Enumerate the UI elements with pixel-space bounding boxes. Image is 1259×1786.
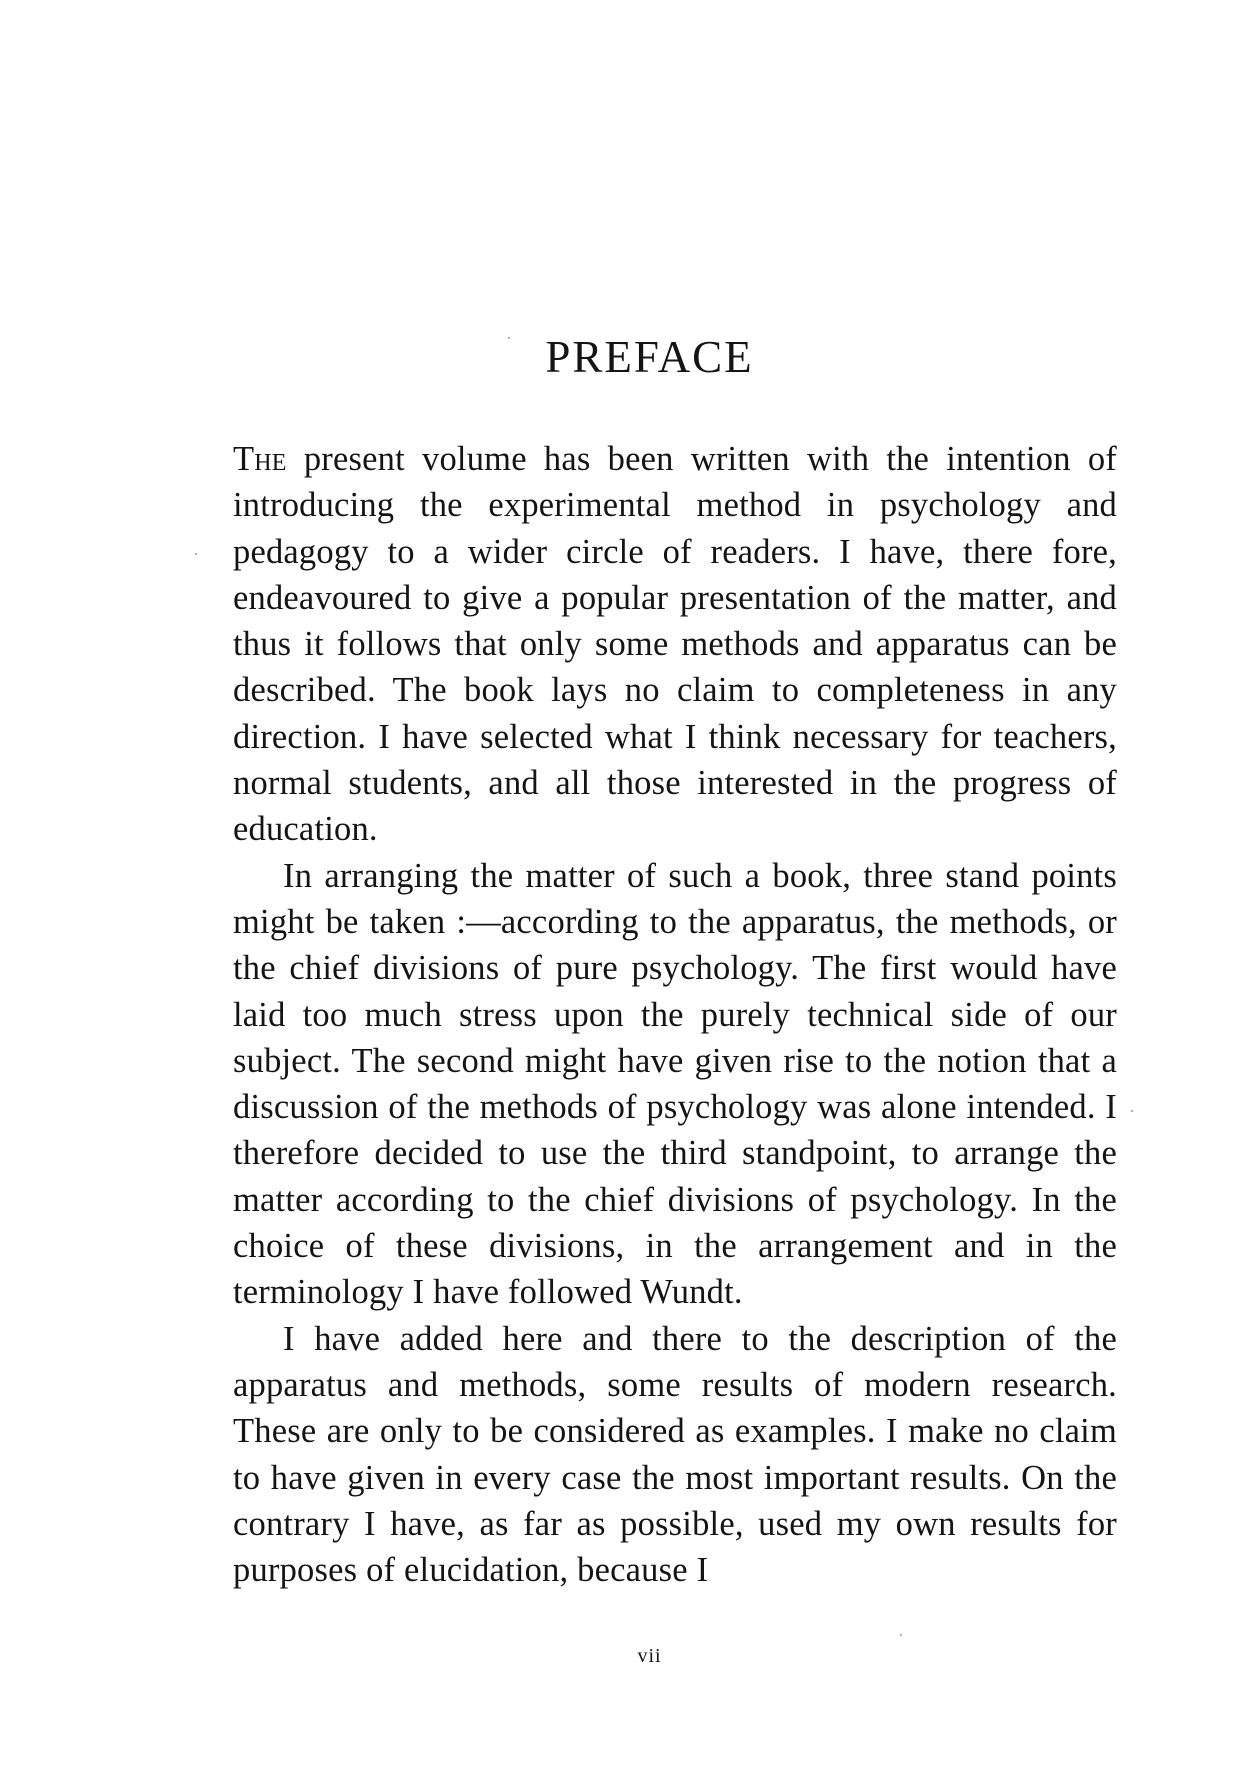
paragraph-3: I have added here and there to the description of the apparatus and methods, some results of modern research. These are only to be considered as examples. I make no claim to have given in every case the most important results. On the contrary I have, as far as possible, used my own results for purposes of elucidation, because I — [233, 1319, 1117, 1590]
scan-speck — [195, 553, 197, 555]
scan-speck — [508, 337, 510, 339]
paragraph-lead-word: The — [233, 440, 287, 478]
scan-speck — [1131, 1110, 1133, 1112]
paragraph-2: In arranging the matter of such a book, three stand points might be taken :—according to the apparatus, the methods, or the chief divisions of pure psychology. The first would have laid too much stress upon the purely technical side of our subject. The second might have given rise to the notion that a discussion of the methods of psychology was alone intended. I therefore decided to use the third standpoint, to arrange the matter according to the chief divisions of psychology. In the choice of these divisions, in the arrangement and in the terminology I have followed Wundt. — [233, 856, 1117, 1312]
paragraph-1 — [233, 436, 1117, 853]
preface-body — [233, 436, 1117, 1593]
page-number: vii — [637, 1645, 662, 1667]
paragraph-1-text: present volume has been written with the intention of introducing the experimental method in psychology and pedagogy to a wider circle of readers. I have, there fore, endeavoured to give a popular presentation of the matter, and thus it follows that only some methods and apparatus can be described. The book lays no claim to completeness in any direction. I have selected what I think necessary for teachers, normal students, and all those interested in the progress of education. — [233, 440, 1117, 849]
page-title: PREFACE — [545, 332, 754, 382]
scan-speck — [900, 1634, 902, 1636]
